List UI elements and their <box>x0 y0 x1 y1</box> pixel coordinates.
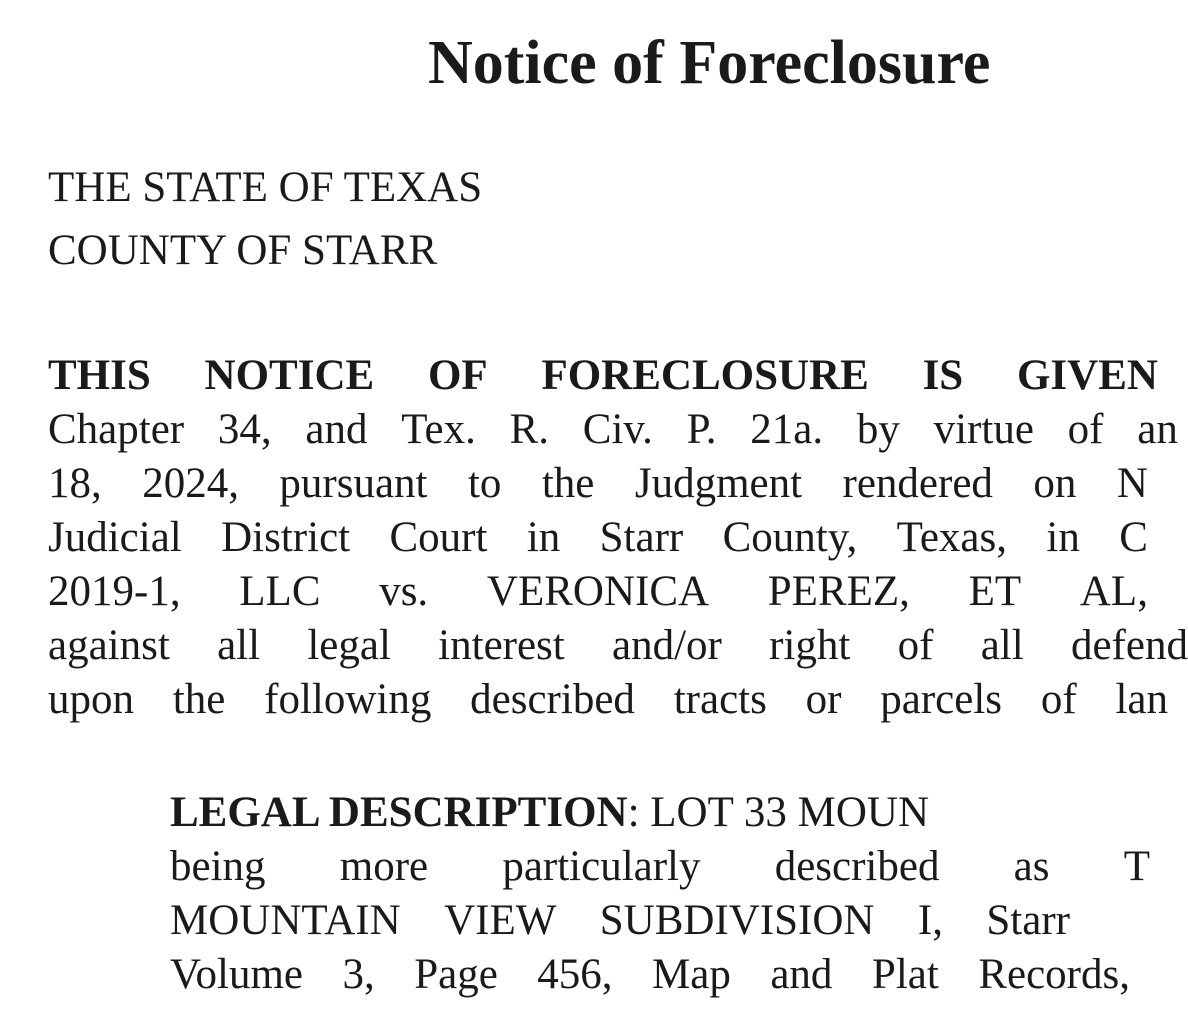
legal-word: being <box>170 843 266 890</box>
legal-word: 3, <box>342 951 375 998</box>
body-word: and/or <box>612 622 722 669</box>
body-word: rendered <box>842 460 993 507</box>
body-word: Starr <box>599 514 684 561</box>
body-word: ET <box>968 568 1022 615</box>
caption-state: THE STATE OF TEXAS <box>48 164 483 211</box>
legal-word: Plat <box>871 951 939 998</box>
body-word: AL, <box>1079 568 1148 615</box>
body-word: NOTICE <box>204 352 375 399</box>
legal-description-first-line <box>170 791 929 834</box>
body-word: GIVEN <box>1016 352 1158 399</box>
legal-word: I, <box>917 897 943 944</box>
body-word: PEREZ, <box>767 568 910 615</box>
body-line-6 <box>48 624 1188 667</box>
body-word: vs. <box>379 568 429 615</box>
legal-word: described <box>774 843 940 890</box>
body-word: Texas, <box>896 514 1007 561</box>
body-word: against <box>48 622 170 669</box>
body-word: all <box>217 622 261 669</box>
body-word: upon <box>48 676 134 723</box>
body-word: Judgment <box>634 460 803 507</box>
body-word: virtue <box>933 406 1034 453</box>
body-word: in <box>526 514 561 561</box>
body-word: R. <box>509 406 550 453</box>
legal-word: particularly <box>502 843 701 890</box>
legal-word: T <box>1123 843 1150 890</box>
legal-word: SUBDIVISION <box>599 897 875 944</box>
legal-word: Volume <box>170 951 303 998</box>
body-word: Civ. <box>582 406 653 453</box>
body-word: IS <box>922 352 964 399</box>
body-word: VERONICA <box>486 568 710 615</box>
body-word: C <box>1119 514 1148 561</box>
body-word: legal <box>307 622 391 669</box>
body-word: pursuant <box>279 460 428 507</box>
body-word: in <box>1046 514 1080 561</box>
body-word: the <box>172 676 226 723</box>
legal-word: more <box>339 843 429 890</box>
body-word: of <box>1067 406 1104 453</box>
body-word: Chapter <box>48 406 185 453</box>
caption-county: COUNTY OF STARR <box>48 227 438 274</box>
body-word: and <box>305 406 368 453</box>
legal-description-label: LEGAL DESCRIPTION <box>170 789 628 836</box>
legal-word: VIEW <box>444 897 557 944</box>
body-word: County, <box>722 514 858 561</box>
body-word: an <box>1137 406 1178 453</box>
body-word: 34, <box>217 406 272 453</box>
legal-word: Map <box>652 951 731 998</box>
body-word: 2019-1, <box>48 568 181 615</box>
body-word: 18, <box>48 460 102 507</box>
body-word: THIS <box>48 352 151 399</box>
body-word: interest <box>438 622 565 669</box>
body-word: all <box>980 622 1024 669</box>
body-word: of <box>897 622 934 669</box>
body-word: Judicial <box>48 514 182 561</box>
legal-word: and <box>770 951 833 998</box>
legal-word: Page <box>414 951 498 998</box>
legal-word: as <box>1013 843 1050 890</box>
body-word: or <box>805 676 842 723</box>
body-word: of <box>1040 676 1077 723</box>
body-word: right <box>769 622 851 669</box>
legal-line-2 <box>170 845 1150 888</box>
body-word: LLC <box>239 568 321 615</box>
legal-word: 456, <box>537 951 613 998</box>
body-word: tracts <box>673 676 767 723</box>
body-word: following <box>264 676 432 723</box>
legal-word: Records, <box>978 951 1130 998</box>
body-word: Tex. <box>401 406 476 453</box>
body-word: N <box>1116 460 1148 507</box>
body-word: 2024, <box>142 460 239 507</box>
body-word: parcels <box>880 676 1003 723</box>
document-title: Notice of Foreclosure <box>428 29 991 97</box>
body-word: P. <box>686 406 717 453</box>
body-word: lan <box>1115 676 1168 723</box>
body-line-5 <box>48 570 1148 613</box>
legal-line-4 <box>170 953 1130 996</box>
body-word: FORECLOSURE <box>541 352 869 399</box>
body-word: 21a. <box>750 406 824 453</box>
body-line-2 <box>48 408 1178 451</box>
body-word: District <box>221 514 351 561</box>
body-word: Court <box>389 514 488 561</box>
body-word: on <box>1033 460 1077 507</box>
body-word: by <box>856 406 900 453</box>
body-word: defend <box>1070 622 1188 669</box>
body-word: described <box>470 676 635 723</box>
body-word: to <box>467 460 502 507</box>
legal-word: Starr <box>986 897 1070 944</box>
legal-word: MOUNTAIN <box>170 897 401 944</box>
body-word: OF <box>427 352 488 399</box>
body-line-3 <box>48 462 1148 505</box>
legal-description-text: : LOT 33 MOUN <box>627 789 929 836</box>
legal-line-3 <box>170 899 1070 942</box>
body-line-7 <box>48 678 1168 721</box>
body-word: the <box>541 460 595 507</box>
body-line-1 <box>48 354 1158 397</box>
body-line-4 <box>48 516 1148 559</box>
